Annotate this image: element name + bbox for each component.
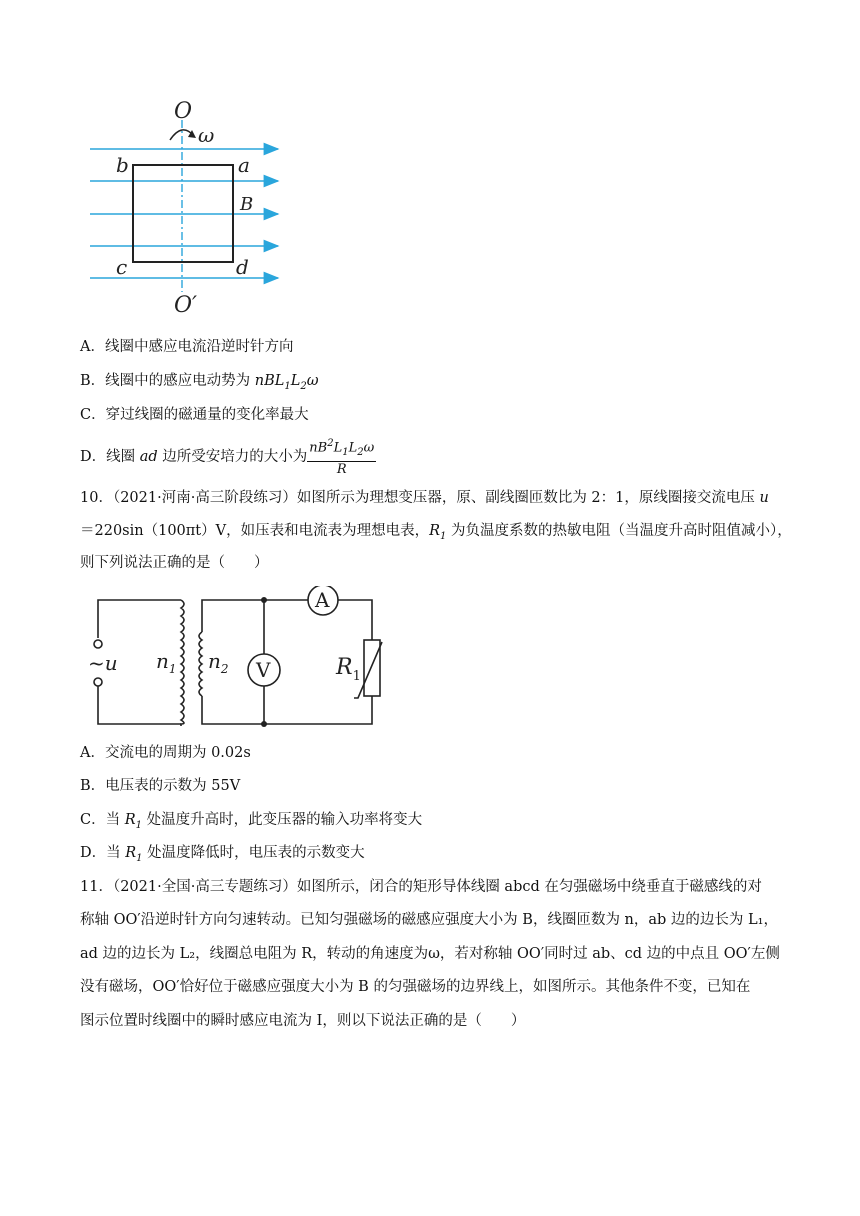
q10-stem-line2: ＝220sin（100πt）V，如压表和电流表为理想电表，$R_1$ 为负温度系数的热敏电阻（当温度升高时阻值减小）， [80,523,792,542]
label-c: c [116,255,128,279]
q10-stem-line3: 则下列说法正确的是（ ） [80,555,269,571]
label-B: B [240,194,254,215]
coil-field-figure [88,92,288,318]
label-O-prime: O′ [174,293,198,318]
q10-option-c: C．当 $R_1$ 处温度升高时，此变压器的输入功率将变大 [80,812,423,831]
q11-stem-line2: 称轴 OO′沿逆时针方向匀速转动。已知匀强磁场的磁感应强度大小为 B，线圈匝数为 n，ab 边的边长为 L₁， [80,912,778,928]
q10-option-d: D．当 $R_1$ 处温度降低时，电压表的示数变大 [80,845,365,864]
q11-stem-line1: 11．（2021·全国·高三专题练习）如图所示，闭合的矩形导体线圈 abcd 在匀强磁场中绕垂直于磁感线的对 [80,879,762,895]
transformer-circuit-figure [86,586,386,728]
n2-label: $n_2$ [208,649,229,676]
ac-source-label: ~u [88,651,118,675]
q11-stem-line3: ad 边的边长为 L₂，线圈总电阻为 R，转动的角速度为ω，若对称轴 OO′同时过 ab、cd 边的中点且 OO′左侧 [80,946,780,962]
q11-stem-line5: 图示位置时线圈中的瞬时感应电流为 I，则以下说法正确的是（ ） [80,1013,526,1029]
voltmeter-label: V [256,658,271,682]
label-b: b [116,153,129,177]
q9-option-a: A．线圈中感应电流沿逆时针方向 [80,339,294,355]
q9-option-b: B．线圈中的感应电动势为 $nBL_1L_2\omega$ [80,373,319,392]
q9-option-c: C．穿过线圈的磁通量的变化率最大 [80,407,309,423]
label-O: O [174,99,193,124]
label-d: d [236,255,249,279]
q10-stem-line1: 10．（2021·河南·高三阶段练习）如图所示为理想变压器，原、副线圈匝数比为 2：1，原线圈接交流电压 u [80,490,769,506]
resistor-label: $R_1$ [336,655,361,684]
ampere-force-fraction: $\frac{nB^2L_1L_2\omega}{R}$ [309,438,375,477]
label-omega: ω [198,123,215,147]
q10-option-b: B．电压表的示数为 55V [80,778,241,794]
label-a: a [238,153,250,177]
ammeter-label: A [315,588,330,612]
n1-label: $n_1$ [156,649,177,676]
q10-option-a: A．交流电的周期为 0.02s [80,745,251,761]
q11-stem-line4: 没有磁场，OO′恰好位于磁感应强度大小为 B 的匀强磁场的边界线上，如图所示。其他条件不变，已知在 [80,979,751,995]
q9-option-d: D．线圈 ad 边所受安培力的大小为 $\frac{nB^2L_1L_2\omega}{R}$ [80,438,375,477]
